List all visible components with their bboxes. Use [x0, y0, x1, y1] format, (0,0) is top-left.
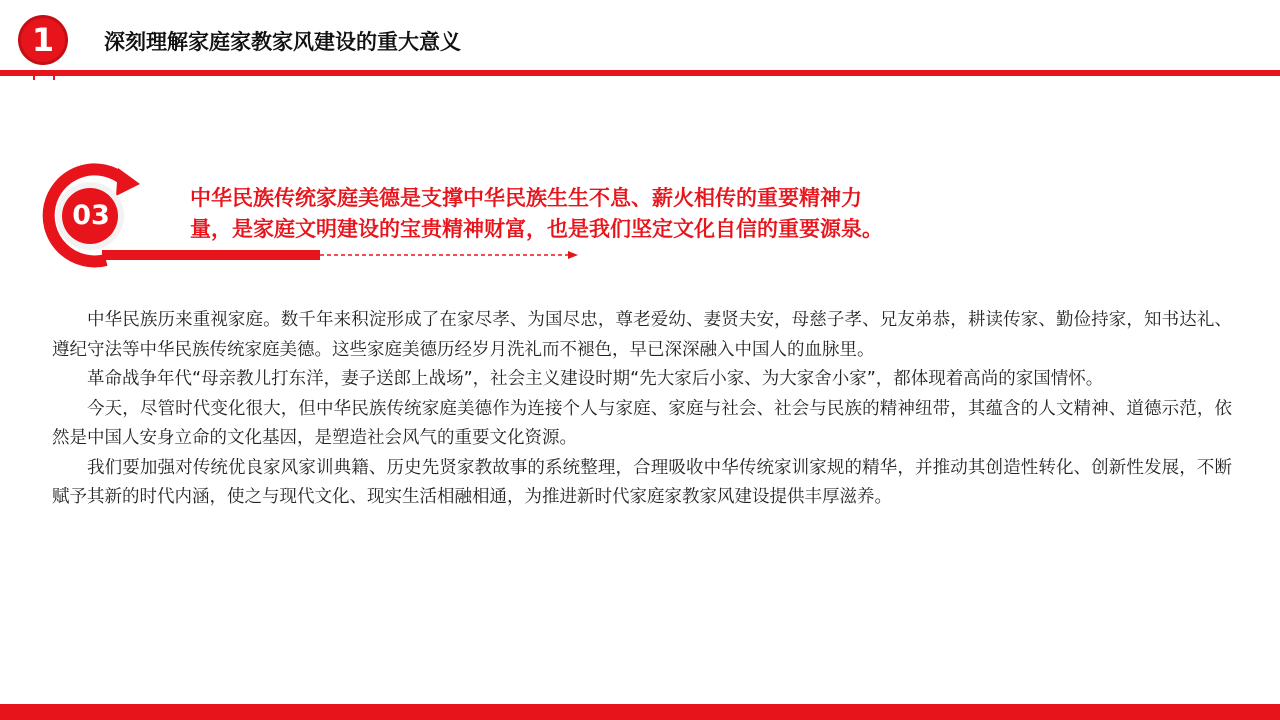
- highlight-line-2: 量，是家庭文明建设的宝贵精神财富，也是我们坚定文化自信的重要源泉。: [190, 217, 883, 241]
- paragraph-4: 我们要加强对传统优良家风家训典籍、历史先贤家教故事的系统整理，合理吸收中华传统家训家规的精华，并推动其创造性转化、创新性发展，不断赋予其新的时代内涵，使之与现代文化、现实生活相融相通，为推进新时代家庭家教家风建设提供丰厚滋养。: [52, 457, 1232, 507]
- highlight-line-1: 中华民族传统家庭美德是支撑中华民族生生不息、薪火相传的重要精神力: [190, 186, 862, 210]
- footer-bar: [0, 704, 1280, 720]
- section-number: 1: [31, 21, 55, 59]
- header-divider-ticks: [33, 76, 55, 80]
- paragraph-2: 革命战争年代“母亲教儿打东洋，妻子送郎上战场”，社会主义建设时期“先大家后小家、为大家舍小家”，都体现着高尚的家国情怀。: [87, 369, 1104, 389]
- paragraph-3: 今天，尽管时代变化很大，但中华民族传统家庭美德作为连接个人与家庭、家庭与社会、社会与民族的精神纽带，其蕴含的人文精神、道德示范，依然是中国人安身立命的文化基因，是塑造社会风气的重要文化资源。: [52, 398, 1232, 448]
- paragraph-1: 中华民族历来重视家庭。数千年来积淀形成了在家尽孝、为国尽忠，尊老爱幼、妻贤夫安，母慈子孝、兄友弟恭，耕读传家、勤俭持家，知书达礼、遵纪守法等中华民族传统家庭美德。这些家庭美德历经岁月洗礼而不褪色，早已深深融入中国人的血脉里。: [52, 310, 1232, 360]
- header-divider: [0, 70, 1280, 76]
- body-text: [52, 306, 1232, 513]
- highlight-statement: [190, 183, 990, 245]
- page-title: 深刻理解家庭家教家风建设的重大意义: [104, 30, 461, 54]
- circle-number: 03: [72, 200, 110, 231]
